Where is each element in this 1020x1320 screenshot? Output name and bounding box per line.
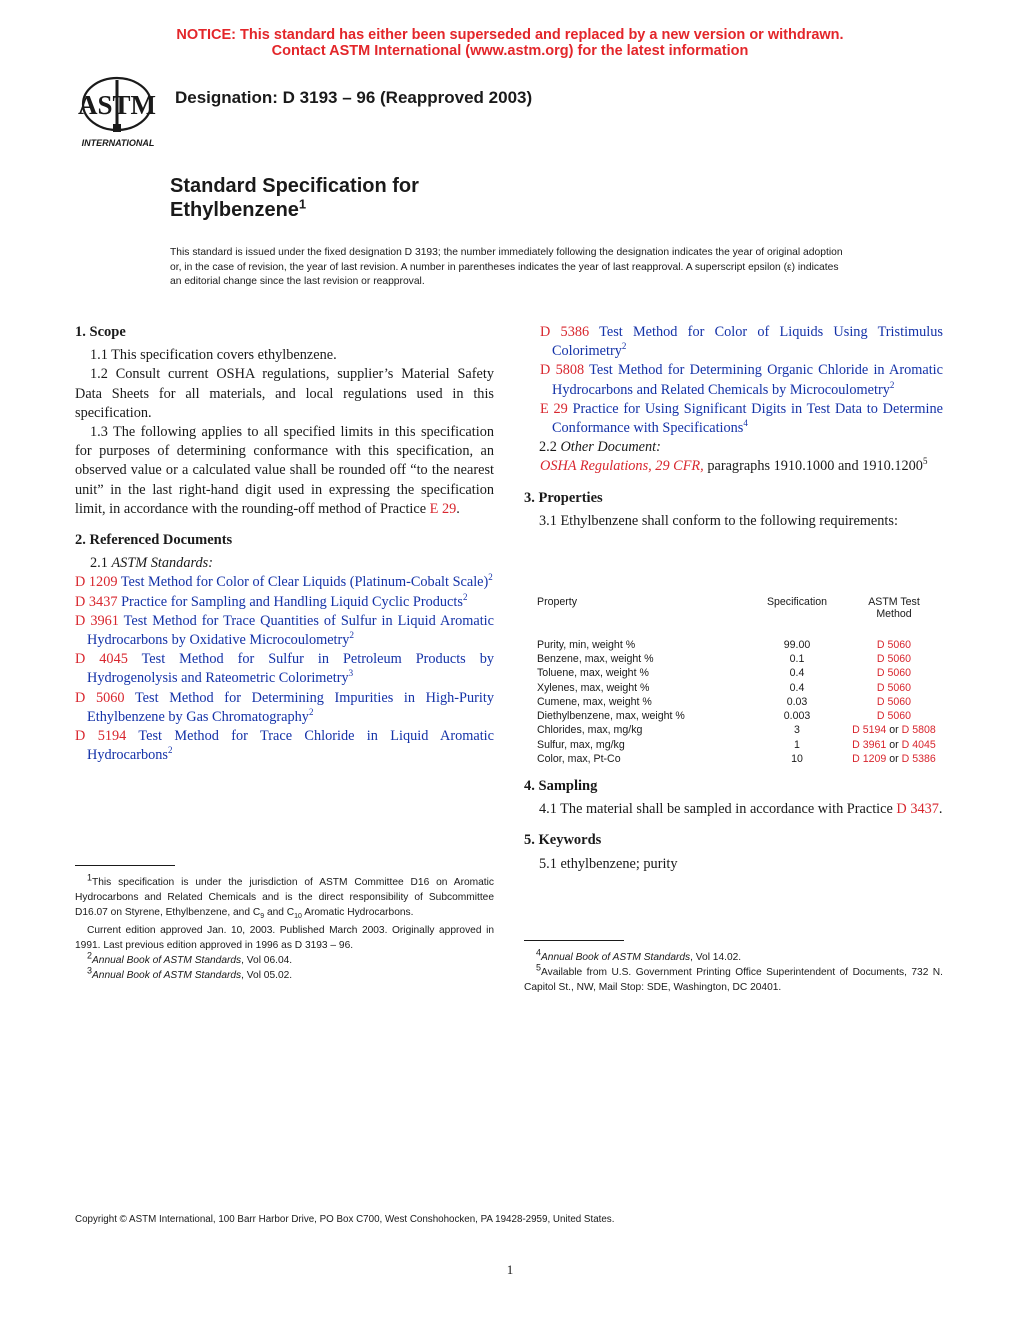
footnote-4: $^4$Annual Book of ASTM Standards, Vol 14.02. — [536, 947, 742, 963]
link-e29[interactable]: E 29 — [429, 500, 457, 517]
ref-title[interactable]: Test Method for Sulfur in Petroleum Products by Hydrogenolysis and Rateometric Colorimetry — [87, 651, 494, 687]
title-line2: Ethylbenzene — [170, 199, 299, 221]
ref-code[interactable]: D 4045 — [75, 651, 128, 668]
astm-standards-subheading: 2.1 ASTM Standards: — [90, 555, 213, 572]
method-link[interactable]: D 5060 — [876, 667, 912, 679]
ref-d4045: D 4045 Test Method for Sulfur in Petroleum Products by Hydrogenolysis and Rateometric Colorimetry$^3$ — [75, 651, 494, 687]
method-link[interactable]: D 5060 — [876, 639, 912, 651]
osha-link[interactable]: OSHA Regulations, 29 CFR, — [540, 458, 704, 475]
designation: Designation: D 3193 – 96 (Reapproved 2003) — [175, 88, 533, 107]
ref-title[interactable]: Test Method for Color of Clear Liquids (Platinum-Cobalt Scale) — [117, 574, 489, 591]
method-link[interactable]: D 5194 — [852, 724, 887, 736]
ref-code[interactable]: D 5808 — [540, 362, 585, 379]
ref-title[interactable]: Test Method for Determining Impurities in High-Purity Ethylbenzene by Gas Chromatography — [87, 689, 494, 725]
footnote-3: $^3$Annual Book of ASTM Standards, Vol 05.02. — [87, 965, 293, 981]
page-number: 1 — [506, 1262, 514, 1277]
refdocs-heading: 2. Referenced Documents — [75, 532, 233, 549]
title-footnote-ref[interactable]: 1 — [298, 196, 307, 212]
table-row: Xylenes, max, weight % 0.4 D 5060 — [537, 682, 912, 694]
header-method: ASTM Test Method — [868, 596, 920, 620]
withdrawn-notice-line1: NOTICE: This standard has either been superseded and replaced by a new version or withdrawn. — [176, 27, 844, 43]
copyright-footer: Copyright © ASTM International, 100 Barr Harbor Drive, PO Box C700, West Conshohocken, PA 19428-2959, United States. — [75, 1214, 615, 1225]
footnote-rule-left — [75, 865, 175, 866]
ref-d5194: D 5194 Test Method for Trace Chloride in Liquid Aromatic Hydrocarbons$^2$ — [75, 728, 494, 764]
footnotes-left — [75, 872, 494, 984]
method-link[interactable]: D 5386 — [901, 753, 936, 765]
table-row: Toluene, max, weight % 0.4 D 5060 — [537, 667, 912, 679]
table-row: Benzene, max, weight % 0.1 D 5060 — [537, 653, 912, 665]
ref-code[interactable]: D 5060 — [75, 689, 125, 706]
intro-note: This standard is issued under the fixed designation D 3193; the number immediately following the designation indicates the year of original adoption or, in the case of revision, the year of last revision. A number in parentheses indicates the year of last reapproval. A superscript epsilon (ε) indicates an editorial change since the last revision or reapproval. — [170, 247, 843, 288]
method-link[interactable]: D 5060 — [876, 653, 912, 665]
scope-1-3: 1.3 The following applies to all specified limits in this specification for purposes of determining conformance with this specification, an observed value or a calculated value shall be rounded off “to the nearest unit” in the last right-hand digit used in expressing the specification limit, in accordance with the rounding-off method of Practice E 29. — [75, 424, 494, 517]
withdrawn-notice-line2: Contact ASTM International (www.astm.org) for the latest information — [271, 43, 749, 59]
footnote-1-edition: Current edition approved Jan. 10, 2003. Published March 2003. Originally approved in 1991. Last previous edition approved in 1996 as D 3193 – 96. — [75, 925, 494, 952]
footnote-rule-right — [524, 940, 624, 941]
method-link[interactable]: D 5060 — [876, 710, 912, 722]
ref-code[interactable]: D 3961 — [75, 612, 119, 629]
ref-d5808: D 5808 Test Method for Determining Organic Chloride in Aromatic Hydrocarbons and Related Chemicals by Microcoulometry$^2$ — [540, 362, 944, 398]
scope-1-2: 1.2 Consult current OSHA regulations, supplier’s Material Safety Data Sheets for all materials, and local regulations used in this specification. — [75, 366, 494, 421]
ref-title[interactable]: Practice for Using Significant Digits in Test Data to Determine Conformance with Specifications — [552, 400, 943, 437]
properties-3-1: 3.1 Ethylbenzene shall conform to the following requirements: — [539, 512, 898, 529]
method-link[interactable]: D 5060 — [876, 696, 912, 708]
logo-letters: ASTM — [77, 90, 157, 120]
table-row: Purity, min, weight % 99.00 D 5060 — [537, 639, 912, 651]
left-column — [75, 323, 494, 765]
ref-code[interactable]: E 29 — [540, 400, 568, 417]
ref-code[interactable]: D 5194 — [75, 728, 127, 745]
header-property: Property — [537, 596, 578, 608]
table-row: Color, max, Pt-Co 10 D 1209 or D 5386 — [537, 753, 936, 765]
ref-code[interactable]: D 3437 — [75, 593, 118, 610]
scope-1-1: 1.1 This specification covers ethylbenzene. — [90, 347, 337, 364]
document-title — [170, 174, 419, 222]
other-document-subheading: 2.2 Other Document: — [539, 439, 661, 456]
footnote-2: $^2$Annual Book of ASTM Standards, Vol 06.04. — [87, 950, 293, 967]
ref-d5060: D 5060 Test Method for Determining Impurities in High-Purity Ethylbenzene by Gas Chromatography$^2$ — [75, 689, 494, 725]
ref-osha: OSHA Regulations, 29 CFR, paragraphs 1910.1000 and 1910.1200$^5$ — [540, 456, 928, 475]
ref-title[interactable]: Test Method for Color of Liquids Using Tristimulus Colorimetry — [552, 324, 943, 360]
table-row: Diethylbenzene, max, weight % 0.003 D 5060 — [537, 710, 912, 722]
method-link[interactable]: D 4045 — [901, 739, 936, 751]
ref-code[interactable]: D 1209 — [75, 574, 118, 591]
right-column-lower — [524, 777, 943, 874]
method-link[interactable]: D 3961 — [852, 739, 887, 751]
title-line1: Standard Specification for — [170, 175, 419, 197]
ref-d3961: D 3961 Test Method for Trace Quantities of Sulfur in Liquid Aromatic Hydrocarbons by Oxidative Microcoulometry$^2$ — [75, 612, 494, 649]
table-row: Cumene, max, weight % 0.03 D 5060 — [537, 696, 912, 708]
table-header-row — [537, 596, 957, 626]
footnotes-right — [524, 947, 943, 995]
ref-title[interactable]: Test Method for Determining Organic Chloride in Aromatic Hydrocarbons and Related Chemicals by Microcoulometry — [552, 362, 944, 398]
ref-title[interactable]: Practice for Sampling and Handling Liquid Cyclic Products — [117, 593, 463, 610]
header-specification: Specification — [766, 596, 828, 608]
properties-heading: 3. Properties — [524, 489, 603, 506]
method-link[interactable]: D 5808 — [901, 724, 936, 736]
method-link[interactable]: D 5060 — [876, 682, 912, 694]
keywords-5-1: 5.1 ethylbenzene; purity — [539, 855, 678, 872]
ref-d1209: D 1209 Test Method for Color of Clear Liquids (Platinum-Cobalt Scale)$^2$ — [75, 572, 493, 591]
ref-e29: E 29 Practice for Using Significant Digits in Test Data to Determine Conformance with Specifications$^4$ — [540, 400, 943, 437]
ref-d3437: D 3437 Practice for Sampling and Handling Liquid Cyclic Products$^2$ — [75, 591, 468, 610]
ref-title[interactable]: Test Method for Trace Quantities of Sulfur in Liquid Aromatic Hydrocarbons by Oxidative Microcoulometry — [87, 612, 494, 649]
sampling-4-1: 4.1 The material shall be sampled in accordance with Practice D 3437. — [539, 801, 943, 818]
right-column — [524, 323, 943, 531]
astm-logo — [75, 76, 161, 148]
link-d3437[interactable]: D 3437 — [896, 801, 939, 818]
footnote-5: $^5$Available from U.S. Government Printing Office Superintendent of Documents, 732 N. Capitol St., NW, Mail Stop: SDE, Washington, DC 20401. — [524, 962, 943, 993]
keywords-heading: 5. Keywords — [524, 832, 602, 849]
ref-title[interactable]: Test Method for Trace Chloride in Liquid Aromatic Hydrocarbons — [87, 728, 494, 764]
sampling-heading: 4. Sampling — [524, 778, 598, 794]
footnote-1: $^1$This specification is under the jurisdiction of ASTM Committee D16 on Aromatic Hydrocarbons and Related Chemicals and is the direct responsibility of Subcommittee D16.07 on Styrene, Ethylbenzene, and $C_9$ and $C_{10}$ Aromatic Hydrocarbons. — [75, 872, 494, 920]
table-row: Sulfur, max, mg/kg 1 D 3961 or D 4045 — [537, 739, 936, 751]
properties-table — [537, 596, 957, 771]
scope-heading: 1. Scope — [75, 324, 126, 340]
ref-code[interactable]: D 5386 — [540, 324, 590, 340]
ref-d5386: D 5386 Test Method for Color of Liquids Using Tristimulus Colorimetry$^2$ — [540, 324, 943, 360]
table-row: Chlorides, max, mg/kg 3 D 5194 or D 5808 — [537, 724, 936, 736]
logo-subtitle: INTERNATIONAL — [81, 138, 155, 148]
method-link[interactable]: D 1209 — [852, 753, 887, 765]
